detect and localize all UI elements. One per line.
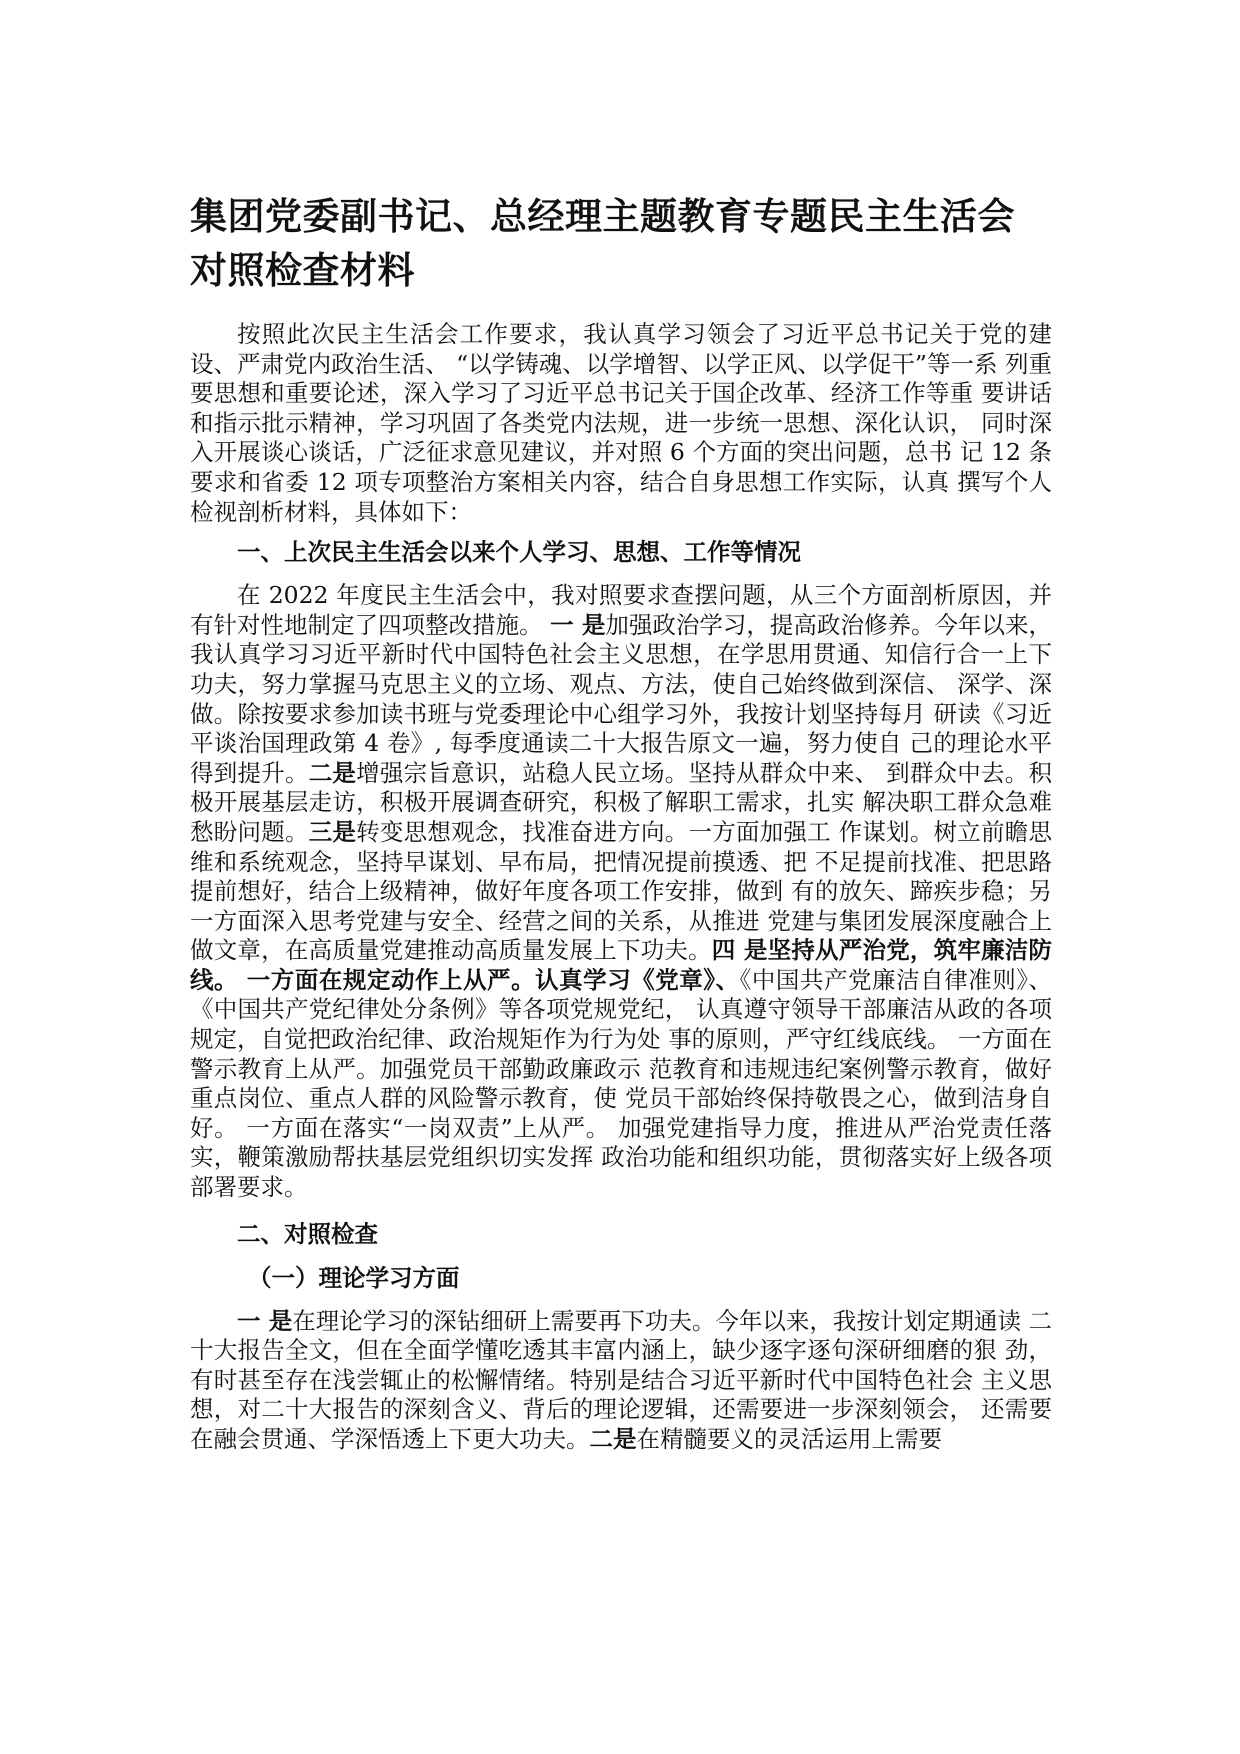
section-1-bold-1: 一 是	[550, 610, 606, 639]
intro-paragraph: 按照此次民主生活会工作要求，我认真学习领会了习近平总书记关于党的建设、严肃党内政治生活、 “以学铸魂、以学增智、以学正风、以学促干”等一系 列重要思想和重要论述，深入学习了习近平总书记关于国企改革、经济工作等重 要讲话和指示批示精神，学习巩固了各类党内法规，进一步统一思想、深化认识， 同时深入开展谈心谈话，广泛征求意见建议，并对照 6 个方面的突出问题，总书 记 12 条要求和省委 12 项专项整治方案相关内容，结合自身思想工作实际，认真 撰写个人检视剖析材料，具体如下：	[190, 320, 1052, 526]
section-1-text-4: 转变思想观念，找准奋进方向。一方面加强工 作谋划。树立前瞻思维和系统观念，坚持早谋划、早布局，把情况提前摸透、把 不足提前找准、把思路提前想好，结合上级精神，做好年度各项工作安排，做到 有的放矢、蹄疾步稳；另一方面深入思考党建与安全、经营之间的关系，从推进 党建与集团发展深度融合上做文章，在高质量党建推动高质量发展上下功夫。	[190, 817, 1053, 965]
document-page	[190, 190, 1052, 1455]
subsection-heading-1: （一）理论学习方面	[248, 1263, 460, 1292]
section-1-bold-2: 二是	[308, 758, 357, 787]
subsection-1-paragraph	[190, 1307, 1052, 1455]
section-1-text-1: 在 2022 年度民主生活会中，我对照要求查摆问题，从三个方面剖析原因，并有针对性地制定了四项整改措施。	[190, 581, 1052, 639]
section-1-text-2: 加强政治学习，提高政治修养。今年以来，我认真学习习近平新时代中国特色社会主义思想，在学思用贯通、知信行合一上下功夫，努力掌握马克思主义的立场、观点、方法，使自己始终做到深信、 深学、深做。除按要求参加读书班与党委理论中心组学习外，我按计划坚持每月 研读《习近平谈治国理政第 4 卷》, 每季度通读二十大报告原文一遍，努力使自 己的理论水平得到提升。	[190, 610, 1053, 787]
subsection-1-text-2: 在精髓要义的灵活运用上需要	[636, 1425, 942, 1453]
section-1-bold-4: 四 是坚持从严治党，筑牢廉洁防线。 一方面在规定动作上从严。认真学习《党章》、	[190, 936, 1053, 994]
subsection-1-bold-2: 二是	[589, 1425, 637, 1453]
section-1-bold-3: 三是	[308, 817, 357, 846]
section-heading-2: 二、对照检查	[237, 1219, 378, 1248]
section-heading-1: 一、上次民主生活会以来个人学习、思想、工作等情况	[237, 538, 801, 567]
section-1-text-3: 增强宗旨意识，站稳人民立场。坚持从群众中来、 到群众中去。积极开展基层走访，积极开展调查研究，积极了解职工需求，扎实 解决职工群众急难愁盼问题。	[190, 758, 1053, 846]
section-1-paragraph	[190, 581, 1052, 1202]
subsection-1-text-1: 在理论学习的深钻细研上需要再下功夫。今年以来，我按计划定期通读 二十大报告全文，但在全面学懂吃透其丰富内涵上，缺少逐字逐句深研细磨的狠 劲，有时甚至存在浅尝辄止的松懈情绪。特别是结合习近平新时代中国特色社会 主义思想，对二十大报告的深刻含义、背后的理论逻辑，还需要进一步深刻领会， 还需要在融会贯通、学深悟透上下更大功夫。	[190, 1306, 1052, 1453]
subsection-1-bold-1: 一 是	[237, 1306, 293, 1335]
section-1-text-5: 《中国共产党廉洁自律准则》、 《中国共产党纪律处分条例》等各项党规党纪， 认真遵守领导干部廉洁从政的各项规定，自觉把政治纪律、政治规矩作为行为处 事的原则，严守红线底线。 一方面在警示教育上从严。加强党员干部勤政廉政示 范教育和违规违纪案例警示教育，做好重点岗位、重点人群的风险警示教育，使 党员干部始终保持敬畏之心，做到洁身自好。 一方面在落实“一岗双责”上从严。 加强党建指导力度，推进从严治党责任落实，鞭策激励帮扶基层党组织切实发挥 政治功能和组织功能，贯彻落实好上级各项部署要求。	[190, 965, 1052, 1202]
document-title: 集团党委副书记、总经理主题教育专题民主生活会对照检查材料	[190, 195, 1015, 292]
